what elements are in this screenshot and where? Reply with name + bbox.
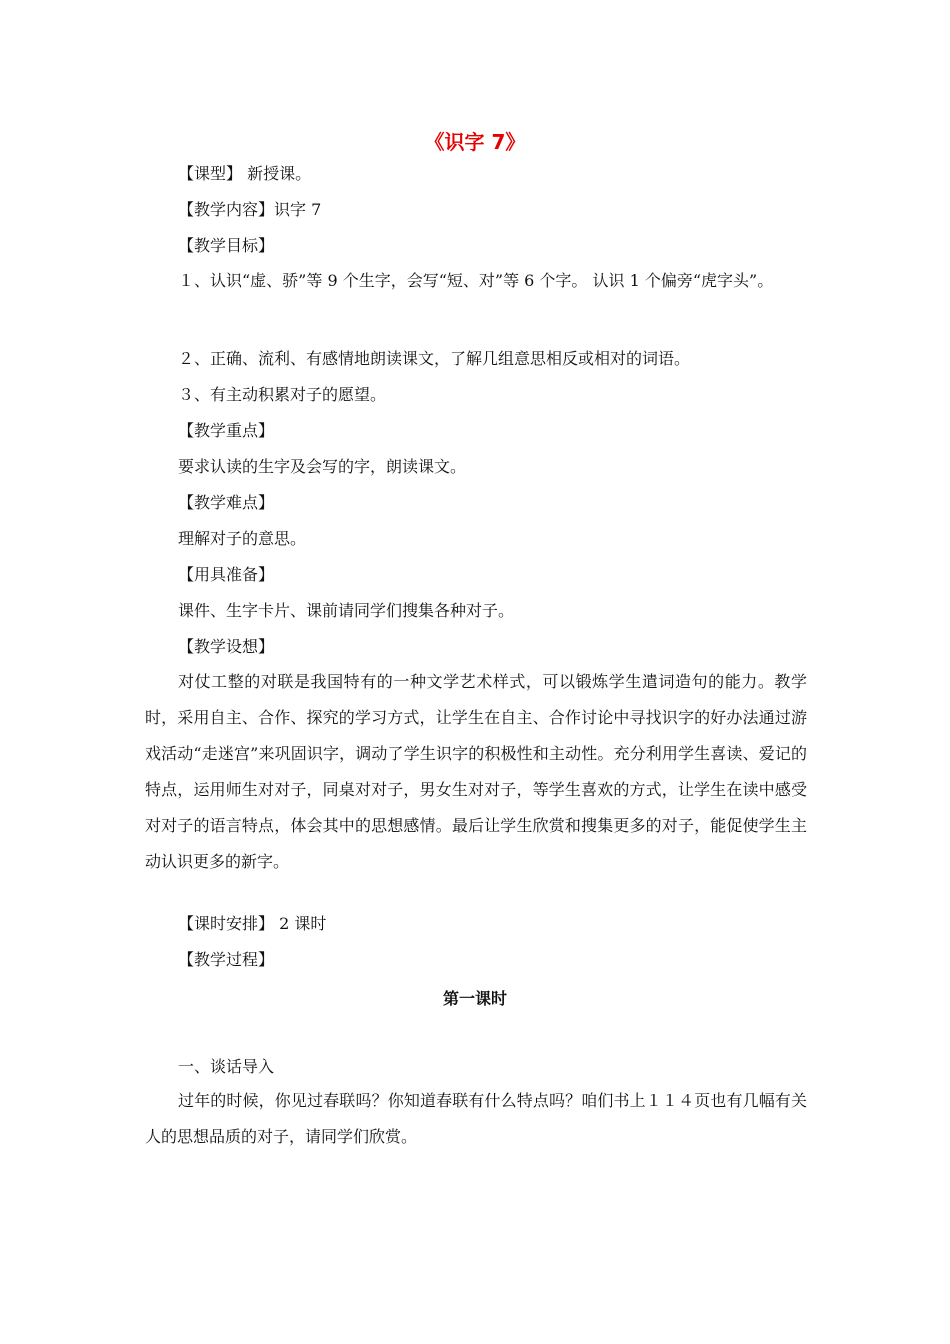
idea-heading: 【教学设想】 (178, 637, 275, 656)
process-heading: 【教学过程】 (178, 950, 275, 969)
tools-text: 课件、生字卡片、课前请同学们搜集各种对子。 (178, 601, 515, 620)
difficulty-heading: 【教学难点】 (178, 493, 275, 512)
goal-3: ３、有主动积累对子的愿望。 (178, 385, 387, 404)
key-points-text: 要求认读的生字及会写的字，朗读课文。 (178, 457, 467, 476)
difficulty-text: 理解对子的意思。 (178, 529, 307, 548)
document-title: 《识字 7》 (424, 130, 526, 154)
teaching-content: 【教学内容】识字 7 (178, 200, 322, 219)
intro-paragraph: 过年的时候，你见过春联吗？你知道春联有什么特点吗？咱们书上１１４页也有几幅有关人的思想品质的对子，请同学们欣赏。 (145, 1091, 807, 1146)
key-points-heading: 【教学重点】 (178, 421, 275, 440)
first-lesson-heading: 第一课时 (442, 989, 507, 1008)
section-intro-heading: 一、谈话导入 (178, 1057, 275, 1076)
lesson-type: 【课型】 新授课。 (178, 164, 312, 183)
goal-1: １、认识“虚、骄”等 9 个生字，会写“短、对”等 6 个字。 认识 1 个偏旁“虎字头”。 (178, 271, 774, 290)
idea-paragraph: 对仗工整的对联是我国特有的一种文学艺术样式，可以锻炼学生遣词造句的能力。教学时，采用自主、合作、探究的学习方式，让学生在自主、合作讨论中寻找识字的好办法通过游戏活动“走迷宫”来巩固识字，调动了学生识字的积极性和主动性。充分利用学生喜读、爱记的特点，运用师生对对子，同桌对对子，男女生对对子，等学生喜欢的方式，让学生在读中感受对对子的语言特点，体会其中的思想感情。最后让学生欣赏和搜集更多的对子，能促使学生主动认识更多的新字。 (145, 672, 807, 871)
goals-heading: 【教学目标】 (178, 236, 275, 255)
goal-2: ２、正确、流利、有感情地朗读课文，了解几组意思相反或相对的词语。 (178, 349, 691, 368)
tools-heading: 【用具准备】 (178, 565, 275, 584)
schedule: 【课时安排】 2 课时 (178, 914, 327, 933)
